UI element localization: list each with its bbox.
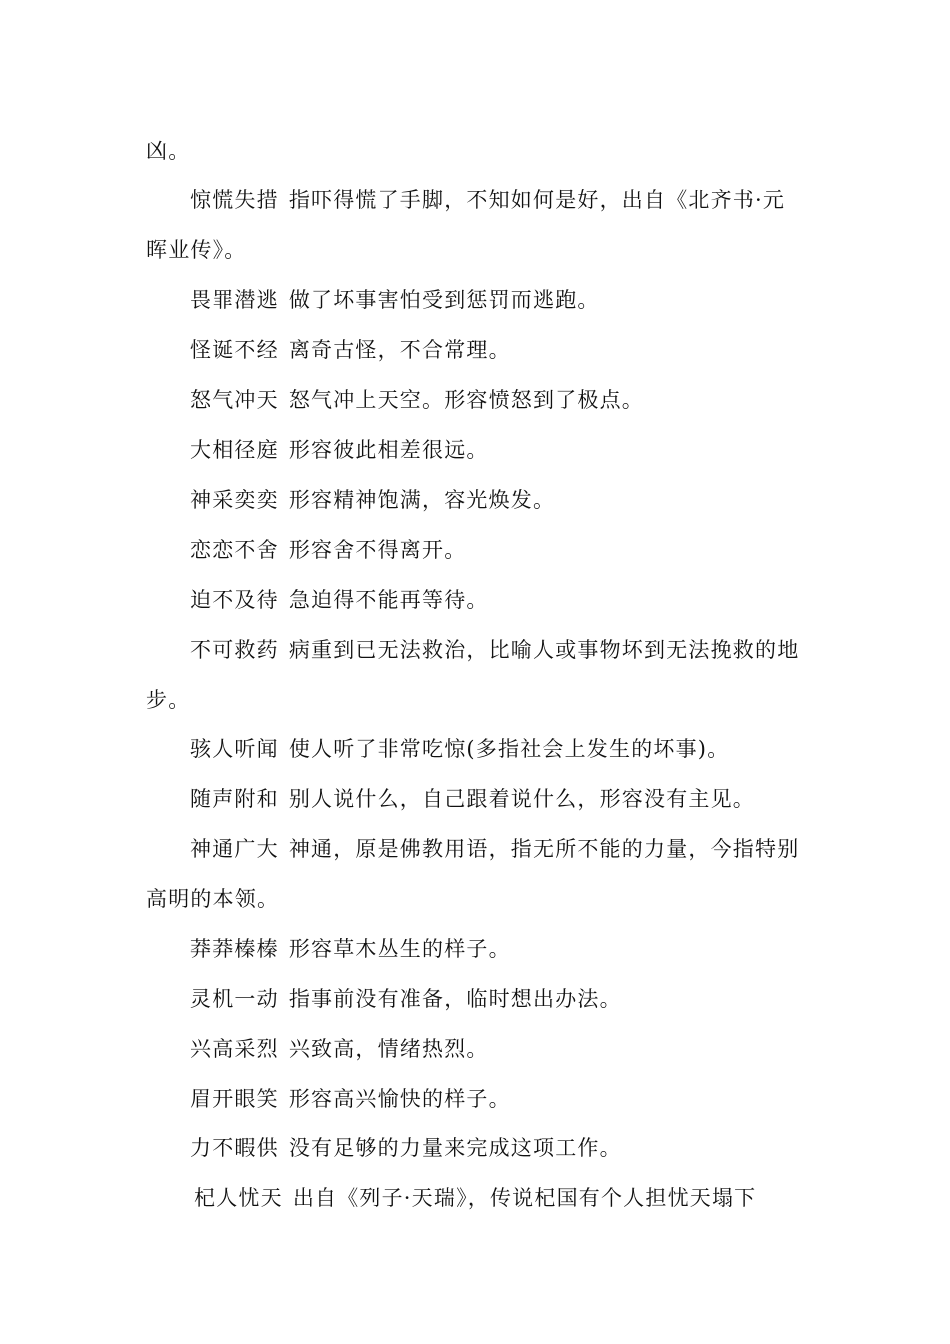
idiom-entry	[190, 635, 799, 665]
idiom-definition: 兴致高，情绪热烈。	[288, 1037, 489, 1061]
idiom-definition: 离奇古怪，不合常理。	[288, 338, 511, 362]
idiom-definition: 出自《列子·天瑞》，传说杞国有个人担忧天塌下	[292, 1186, 757, 1210]
idiom-definition: 使人听了非常吃惊(多指社会上发生的坏事)。	[288, 737, 730, 761]
idiom-definition: 形容精神饱满，容光焕发。	[288, 488, 556, 512]
idiom-term: 不可救药	[190, 638, 279, 662]
idiom-entry	[190, 485, 555, 515]
idiom-term: 怪诞不经	[190, 338, 279, 362]
entry-continuation	[146, 685, 190, 715]
idiom-term: 迫不及待	[190, 588, 279, 612]
idiom-entry	[190, 784, 755, 814]
idiom-definition: 指吓得慌了手脚，不知如何是好，出自《北齐书·元	[288, 188, 786, 212]
idiom-entry	[190, 1084, 511, 1114]
idiom-entry	[190, 535, 466, 565]
idiom-entry	[190, 984, 622, 1014]
idiom-definition: 没有足够的力量来完成这项工作。	[288, 1136, 622, 1160]
idiom-entry	[190, 185, 785, 215]
idiom-definition: 怒气冲上天空。形容愤怒到了极点。	[288, 388, 645, 412]
idiom-term: 神采奕奕	[190, 488, 279, 512]
idiom-definition: 做了坏事害怕受到惩罚而逃跑。	[288, 288, 600, 312]
idiom-term: 灵机一动	[190, 987, 279, 1011]
idiom-definition: 别人说什么，自己跟着说什么，形容没有主见。	[288, 787, 756, 811]
continuation-text: 凶。	[146, 139, 191, 163]
idiom-entry	[190, 285, 600, 315]
idiom-entry	[190, 834, 799, 864]
idiom-term: 畏罪潜逃	[190, 288, 279, 312]
idiom-entry	[190, 435, 489, 465]
idiom-definition: 病重到已无法救治，比喻人或事物坏到无法挽救的地	[288, 638, 800, 662]
continuation-text: 晖业传》。	[146, 238, 247, 262]
idiom-term: 随声附和	[190, 787, 279, 811]
idiom-term: 力不暇供	[190, 1136, 279, 1160]
idiom-entry	[190, 734, 729, 764]
idiom-entry	[190, 1133, 622, 1163]
entry-continuation	[146, 235, 247, 265]
idiom-term: 兴高采烈	[190, 1037, 279, 1061]
idiom-definition: 形容高兴愉快的样子。	[288, 1087, 511, 1111]
idiom-definition: 形容彼此相差很远。	[288, 438, 489, 462]
continuation-text: 步。	[146, 688, 191, 712]
idiom-definition: 形容草木丛生的样子。	[288, 937, 511, 961]
idiom-term: 眉开眼笑	[190, 1087, 279, 1111]
idiom-definition: 指事前没有准备，临时想出办法。	[288, 987, 622, 1011]
idiom-term: 怒气冲天	[190, 388, 279, 412]
idiom-term: 骇人听闻	[190, 737, 279, 761]
entry-continuation	[146, 136, 190, 166]
idiom-definition: 形容舍不得离开。	[288, 538, 467, 562]
idiom-definition: 急迫得不能再等待。	[288, 588, 489, 612]
idiom-entry	[190, 934, 511, 964]
idiom-term: 惊慌失措	[190, 188, 279, 212]
continuation-text: 高明的本领。	[146, 887, 280, 911]
idiom-term: 大相径庭	[190, 438, 279, 462]
idiom-term: 莽莽榛榛	[190, 937, 279, 961]
idiom-entry	[190, 385, 644, 415]
idiom-entry	[190, 585, 489, 615]
idiom-term: 杞人忧天	[194, 1186, 283, 1210]
idiom-definition: 神通，原是佛教用语，指无所不能的力量，今指特别	[288, 837, 800, 861]
idiom-term: 恋恋不舍	[190, 538, 279, 562]
idiom-entry	[190, 1034, 489, 1064]
idiom-term: 神通广大	[190, 837, 279, 861]
idiom-entry	[194, 1183, 756, 1213]
idiom-entry	[190, 335, 511, 365]
entry-continuation	[146, 884, 279, 914]
